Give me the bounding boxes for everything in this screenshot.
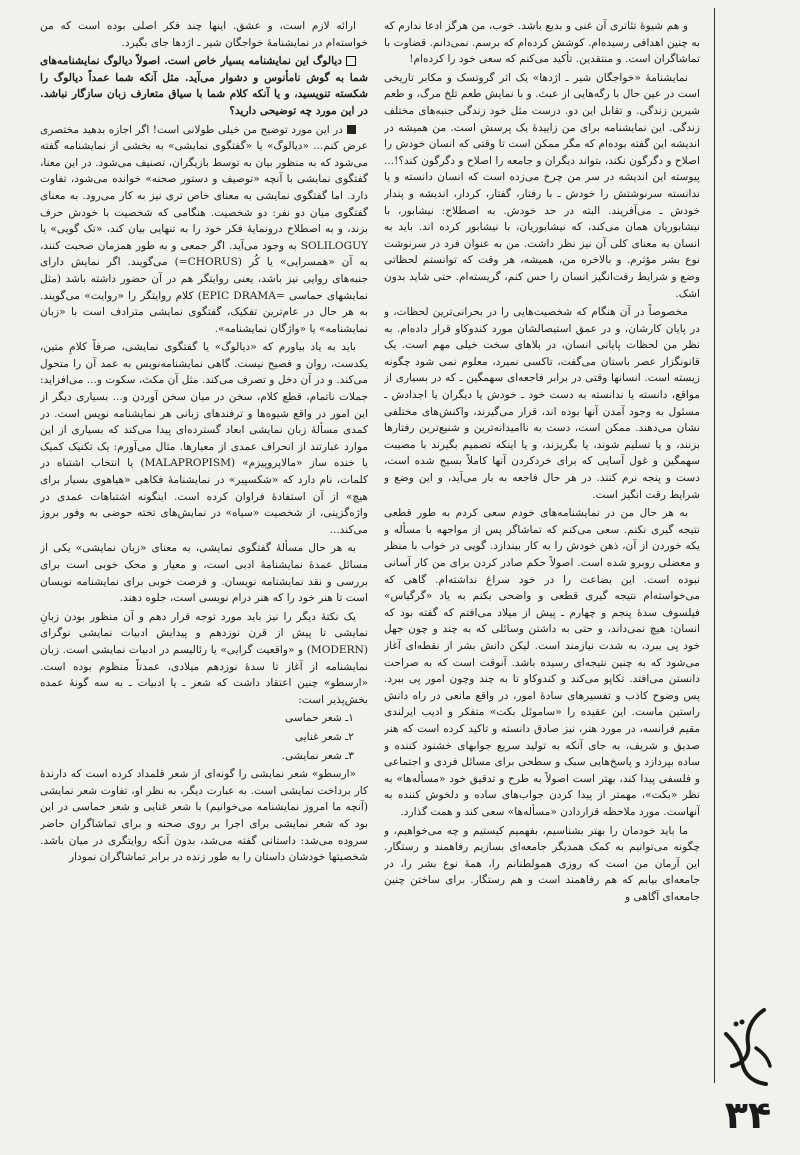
paragraph: باید به یاد بیاورم که «دیالوگ» یا گفتگوی نمایشی، صرفاً کلامِ متین، یکدست، روان و فصیح نیست. گاهی نمایشنامه‌نویس به عمد آن را متحول می‌کند. و در آن دخل و تصرف می‌کند. مثل آن مکث، سکوت و... می‌افزاید: جملات ناتمام، قطع کلام، سخن در میان سخن آوردن و... بسیاری دیگر از این امور در واقع شیوه‌ها و ترفندهای زبانی هر نمایشنامه نویس است. در کمدی مسألهٔ زبان نمایشی ابعاد گسترده‌ای پیدا می‌کند که بسیاری از این موارد عبارتند از انحراف عمدی از معیارها. مثال می‌آورم: یک تکنیک کمیک یا خنده ساز «مالاپروپیزم» (MALAPROPISM) یا انتخاب اشتباه در کلمات، نام دارد که «شکسپیر» در نمایشنامهٔ فکاهی «هیاهوی بسیار برای هیچ» از آن استفادهٔ فراوان کرده است. اینگونه اشتباهات عمدی در واژه‌گزینی، از شخصیت «سیاه» در نمایش‌های تخته حوضی به وفور بروز می‌کند... — [40, 341, 368, 536]
list-item: ۲ـ شعر غنایی — [294, 730, 354, 743]
answer-square-icon — [347, 125, 356, 134]
question-square-icon — [346, 56, 356, 66]
magazine-logo — [712, 1004, 782, 1094]
paragraph: نمایشنامهٔ «خواجگان شیر ـ اژدها» یک اثر گروتسک و مکابر تاریخی است در عین حال با رگه‌هایی از عبث. و با نمایش طعم تلخ مرگ، و طعم شیرین زندگی. و تقابل این دو. درست مثل خود زندگی جنبه‌های مختلف زندگی. این نمایشنامه برای من زاییدهٔ یک پرسش است. من همیشه در اندیشه این گفته بوده‌ام که مگر ممکن است تا وقتی که انسان خودش را اصلاح و دگرگون نکند، بتواند دیگران و جامعه را اصلاح و دگرگون کند؟!... پیوسته این اندیشه در سر من چرخ می‌زده است که انسان دانسته و یا ندانسته سرنوشتش را خودش ـ با رفتار، گفتار، کردار، اندیشه و پندار خودش ـ می‌آفریند. البته در حد خودش. به اصطلاح: نیشابور، با نیشابوریان همان می‌کند، که نیشابوریان، با نیشابور کرده اند. باید به انسان به معنای کلی آن نیز نظر داشت. من به عنوان فرد در سرنوشت نوع بشر مؤثرم. و بالاخره من، همیشه، هر وقت که توانستم لحظاتی وضع و شرایط رقت‌انگیز انسان را حس کنم، گریسته‌ام. حتی شاید بدون اشک. — [384, 71, 700, 300]
paragraph: ما باید خودمان را بهتر بشناسیم، بفهمیم کیستیم و چه می‌خواهیم، و چگونه می‌توانیم به کمک همدیگر جامعه‌ای بسازیم رفاهمند و رستگار. این آرمان من است که روزی همولطنانم را، همهٔ نوع بشر را، در جامعه‌ای بیابم که هم رفاهمند است و هم رستگار. برای ساختن چنین جامعه‌ای آگاهی و — [384, 824, 700, 903]
answer-text: در این مورد توضیح من خیلی طولانی است! اگر اجازه بدهید مختصری عرض کنم... «دیالوگ» یا «گفتگوی نمایشی» به بخشی از نمایشنامه گفته می‌شود که به منظور بیان به توسط بازیگران، تصنیف می‌شود. در این معنا، گفتگوی نمایشی با آنچه «توصیف و دستور صحنه» خوانده می‌شود، تفاوت دارد. اما گفتگوی نمایشی به معنای خاص تری نیز به کار می‌رود. به معنای گفتگوی میان دو نفر: دو شخصیت. هنگامی که شخصیت با خودش حرف بزند، و به اصطلاح درونمایهٔ فکر خود را به تنهایی بیان کند، «تک گویی» یا SOLILOGUY به وجود می‌آید. اگر جمعی و به طور همزمان صحبت کنند، به آن «همسرایی» یا کُر (CHORUS=) می‌گویند. اگر نمایش دارای جنبه‌های روایی نیز باشد، یعنی روایتگر هم در آن حضور داشته باشد (مثل نمایشهای حماسی =EPIC DRAMA) کلام روایتگر را «روایت» می‌گویند. به هر حال در عام‌ترین تفکیک، گفتگوی نمایشی مترادف است با «زبان نمایشنامه» یا «واژگان نمایشنامه». — [40, 123, 368, 335]
left-text-column — [40, 18, 368, 1098]
interview-answer — [40, 122, 368, 338]
question-text: دیالوگ این نمایشنامه بسیار خاص است. اصولاً دیالوگ نمایشنامه‌های شما به گوش نامأنوس و دشوار می‌آید. مثل آنکه شما عمداً دیالوگ را شکسته تنویسید، و یا آنکه کلام شما با سیاق متعارف زبان سازگار نباشد. در این مورد چه توضیحی دارید؟ — [40, 55, 368, 117]
interview-question — [40, 53, 368, 119]
page-number: ۳۴ — [724, 1093, 772, 1137]
paragraph: و هم شیوهٔ تئاتری آن غنی و بدیع باشد. خوب، من هرگز ادعا ندارم که به چنین اهدافی رسیده‌ام. کوشش کرده‌ام که برسم. نمی‌دانم. قضاوت با تماشاگران است. و منتقدین. تأکید می‌کنم که سعی خود را کرده‌ام! — [384, 20, 700, 66]
paragraph: به هر حال من در نمایشنامه‌های خودم سعی کردم به طور قطعی نتیجه گیری نکنم. سعی می‌کنم که تماشاگر پس از مواجهه با مسأله و یکه خوردن از آن، ذهن خودش را به کار بیندازد. گویی در خواب با منظر و معضلی روبرو شده است. اصولاً حکم صادر کردن برای من کار آسانی نبوده است. این بضاعت را در خود سراغ نداشته‌ام. گاهی که می‌خواسته‌ام نتیجه گیری قطعی و واضحی بکنم به یاد «گرگیاس» فیلسوف سدهٔ پنجم و چهارم ـ پیش از میلاد می‌افتم که گفته بود که انسان: هیچ نمی‌داند، و حتی به داشتن وسائلی که به چند و چون جهل خود پی ببرد، به شدت نیازمند است. لیکن دانش بشر از نقطه‌ای آغاز می‌شود که به چنین نتیجه‌ای رسیده باشد. آنوقت است که به صراحت دانستن می‌افتد. تکاپو می‌کند و کندوکاو تا به چند وچون امور پی ببرد. پس وضوح کاذب و تفسیرهای سادهٔ امور، در واقع مانعی در راه دانش راستین ماست. این عقیده را «ساموئل بکت» متفکر و ادیب ایرلندی مقیم فرانسه، در مورد هنر، نیز صادق دانسته و تاکید کرده است که هنر صدیق و شریف، به جای آنکه به تولید سریع جوابهای خشنود کننده و ساده بپردازد و پاسخ‌هایی سبک و سطحی برای مسائل فردی و اجتماعی و فلسفی پیدا کند، بهتر است اصولاً به طرح و تدقیق خود «مسأله‌ها» به نظر «بکت»، مهمتر از پیدا کردن جواب‌های ساده و دلخوش کننده به آنهاست. مورد ملاحظه قراردادن «مسأله‌ها» سعی کند و همت گذارد. — [384, 507, 700, 818]
paragraph: مخصوصاً در آن هنگام که شخصیت‌هایی را در بحرانی‌ترین لحظات، و در پایان کارشان، و در عمق استیصالشان مورد کندوکاو قرار داده‌ام. به نظر من لحظات پایانی انسان، در بلاهای سخت خیلی مهم است. یک قانونگزار عصر باستان می‌گفت، تاکسی نمیرد، معلوم نمی شود چگونه زیسته است. انسانها وقتی در برابر فاجعه‌ای سهمگین ـ که در بسیاری از مواقع، دانسته یا ندانسته به دست خود ـ خودش یا دیگران یا اجدادش ـ مسئول به وجود آمدن آنها بوده اند، قرار می‌گیرند، واکنش‌های مختلفی نشان می‌دهند. ممکن است، دست به ناامیدانه‌ترین و شنیع‌ترین رفتارها بزنند، و یا تسلیم شوند، یا بگریزند، و یا اینکه تصمیم بگیرند با مصیبت سهمگین و غول آسایی که برای خردکردن آنها کاملاً بسیج شده است، دست و پنجه نرم کنند. در هر حال فاجعه به بار می‌آید، و این وضع و شرایط رقت انگیز است. — [384, 306, 700, 501]
list-item: ۳ـ شعر نمایشی. — [281, 749, 354, 762]
right-text-column — [384, 18, 700, 1098]
list-item: ۱ـ شعر حماسی — [285, 712, 354, 725]
paragraph: ارائه لازم است، و عشق. اینها چند فکر اصلی بوده است که من خواسته‌ام در نمایشنامهٔ خواجگان شیر ـ اژدها جای بگیرد. — [40, 20, 368, 49]
paragraph: یک نکتهٔ دیگر را نیز باید مورد توجه قرار دهم و آن منظور بودن زبانِ نمایشی تا پیش از قرن نوزدهم و پیدایش ادبیات نمایشی نوگرای (MODERN) و «واقعیت گرایی» یا رئالیسم در ادبیات نمایشی است. زبان نمایشنامه از آغاز تا سدهٔ نوزدهم میلادی، عمدتاً منظوم بوده است. «ارسطو» چنین اعتقاد داشت که شعر ـ یا ادبیات ـ به سه گونهٔ عمده بخش‌پذیر است: — [40, 610, 368, 706]
paragraph: به هر حال مسألهٔ گفتگوی نمایشی، به معنای «زبان نمایشی» یکی از مسائل عمدهٔ نمایشنامهٔ ادبی است، و معیار و محک خوبی است برای بررسی و نقد نمایشنامه نویسان. و فرصت خوبی برای نمایشنامه نویسان است تا هنر خود را که هنر درام نویسی است، جلوه دهند. — [40, 542, 368, 605]
paragraph: «ارسطو» شعر نمایشی را گونه‌ای از شعر قلمداد کرده است که دارندهٔ کار برداخت نمایشی است. به عبارت دیگر، به نظر او، تفاوت شعر نمایشی (آنچه ما امروز نمایشنامه می‌خوانیم) با شعر غنایی و شعر حماسی در این بود که شعر نمایشی برای اجرا بر روی صحنه و برای تماشاگران حاضر سروده می‌شد: داستانی گفته می‌شد، بدون آنکه روایتگری در میان باشد. شخصیتها خودشان داستان را به طور زنده در برابر تماشاگران نمودار — [40, 768, 368, 864]
margin-rule — [714, 8, 715, 1083]
